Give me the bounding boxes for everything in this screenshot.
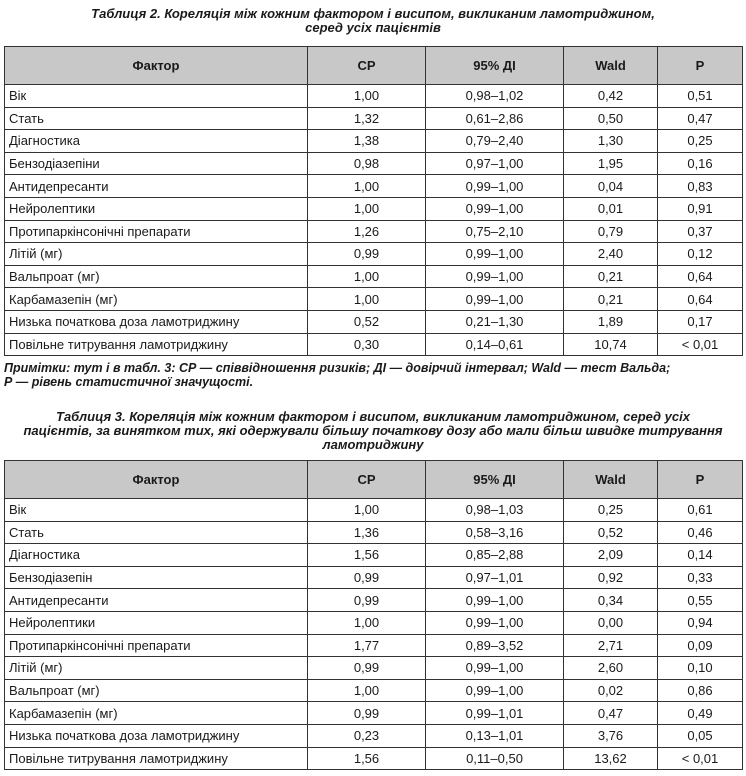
p-cell: 0,94 [658, 611, 743, 634]
factor-cell: Бензодіазепін [5, 566, 308, 589]
wald-cell: 0,04 [564, 175, 658, 198]
p-cell: 0,49 [658, 702, 743, 725]
header-rr: СР [308, 47, 426, 85]
wald-cell: 2,09 [564, 544, 658, 567]
p-cell: 0,64 [658, 265, 743, 288]
factor-cell: Діагностика [5, 544, 308, 567]
header-p: Р [658, 461, 743, 499]
table-row [5, 499, 743, 522]
ci-cell: 0,99–1,00 [426, 175, 564, 198]
ci-cell: 0,61–2,86 [426, 107, 564, 130]
table-2-caption: Таблиця 2. Кореляція між кожним фактором і висипом, викликаним ламотриджином, серед усіх пацієнтів [91, 6, 655, 35]
rr-cell: 1,00 [308, 197, 426, 220]
rr-cell: 1,00 [308, 499, 426, 522]
factor-cell: Нейролептики [5, 197, 308, 220]
header-p: Р [658, 47, 743, 85]
table-row [5, 152, 743, 175]
factor-cell: Вік [5, 85, 308, 108]
p-cell: 0,51 [658, 85, 743, 108]
table-row [5, 747, 743, 770]
factor-cell: Вальпроат (мг) [5, 265, 308, 288]
p-cell: 0,17 [658, 310, 743, 333]
factor-cell: Антидепресанти [5, 175, 308, 198]
rr-cell: 1,77 [308, 634, 426, 657]
factor-cell: Протипаркінсонічні препарати [5, 220, 308, 243]
factor-cell: Повільне титрування ламотриджину [5, 333, 308, 356]
ci-cell: 0,85–2,88 [426, 544, 564, 567]
wald-cell: 0,47 [564, 702, 658, 725]
wald-cell: 0,00 [564, 611, 658, 634]
wald-cell: 0,52 [564, 521, 658, 544]
factor-cell: Антидепресанти [5, 589, 308, 612]
wald-cell: 3,76 [564, 724, 658, 747]
rr-cell: 1,56 [308, 747, 426, 770]
p-cell: 0,16 [658, 152, 743, 175]
wald-cell: 0,25 [564, 499, 658, 522]
table-row [5, 220, 743, 243]
table-3-caption: Таблиця 3. Кореляція між кожним фактором і висипом, викликаним ламотриджином, серед усіх пацієнтів, за винятком тих, які одержували більшу початкову дозу або мали більш швидке титрування ламотриджину [23, 409, 723, 452]
wald-cell: 0,21 [564, 288, 658, 311]
ci-cell: 0,89–3,52 [426, 634, 564, 657]
wald-cell: 1,89 [564, 310, 658, 333]
rr-cell: 1,26 [308, 220, 426, 243]
p-cell: 0,64 [658, 288, 743, 311]
table-row [5, 679, 743, 702]
table-row [5, 288, 743, 311]
ci-cell: 0,99–1,01 [426, 702, 564, 725]
ci-cell: 0,99–1,00 [426, 589, 564, 612]
table-3 [4, 460, 743, 770]
factor-cell: Нейролептики [5, 611, 308, 634]
p-cell: < 0,01 [658, 747, 743, 770]
p-cell: 0,47 [658, 107, 743, 130]
table-row [5, 265, 743, 288]
p-cell: 0,14 [658, 544, 743, 567]
header-wald: Wald [564, 461, 658, 499]
p-cell: 0,37 [658, 220, 743, 243]
p-cell: 0,12 [658, 243, 743, 266]
header-factor: Фактор [5, 47, 308, 85]
ci-cell: 0,99–1,00 [426, 243, 564, 266]
table-row [5, 724, 743, 747]
wald-cell: 2,60 [564, 657, 658, 680]
table-row [5, 611, 743, 634]
ci-cell: 0,14–0,61 [426, 333, 564, 356]
table-row [5, 333, 743, 356]
ci-cell: 0,97–1,00 [426, 152, 564, 175]
factor-cell: Стать [5, 107, 308, 130]
ci-cell: 0,11–0,50 [426, 747, 564, 770]
ci-cell: 0,13–1,01 [426, 724, 564, 747]
rr-cell: 0,23 [308, 724, 426, 747]
factor-cell: Карбамазепін (мг) [5, 702, 308, 725]
p-cell: 0,33 [658, 566, 743, 589]
header-wald: Wald [564, 47, 658, 85]
wald-cell: 0,92 [564, 566, 658, 589]
ci-cell: 0,99–1,00 [426, 679, 564, 702]
p-cell: 0,05 [658, 724, 743, 747]
ci-cell: 0,21–1,30 [426, 310, 564, 333]
p-cell: 0,91 [658, 197, 743, 220]
p-cell: 0,86 [658, 679, 743, 702]
ci-cell: 0,99–1,00 [426, 611, 564, 634]
wald-cell: 1,95 [564, 152, 658, 175]
table-notes: Примітки: тут і в табл. 3: СР — співвідношення ризиків; ДІ — довірчий інтервал; Wald — тест Вальда; Р — рівень статистичної значущості. [4, 361, 671, 389]
wald-cell: 0,21 [564, 265, 658, 288]
rr-cell: 1,00 [308, 85, 426, 108]
rr-cell: 0,99 [308, 589, 426, 612]
header-ci: 95% ДІ [426, 461, 564, 499]
table-row [5, 175, 743, 198]
table-2 [4, 46, 743, 356]
rr-cell: 1,00 [308, 265, 426, 288]
header-ci: 95% ДІ [426, 47, 564, 85]
rr-cell: 0,30 [308, 333, 426, 356]
rr-cell: 0,98 [308, 152, 426, 175]
ci-cell: 0,99–1,00 [426, 657, 564, 680]
factor-cell: Низька початкова доза ламотриджину [5, 724, 308, 747]
factor-cell: Низька початкова доза ламотриджину [5, 310, 308, 333]
rr-cell: 1,36 [308, 521, 426, 544]
wald-cell: 10,74 [564, 333, 658, 356]
p-cell: < 0,01 [658, 333, 743, 356]
factor-cell: Вальпроат (мг) [5, 679, 308, 702]
table-header-row [5, 47, 743, 85]
table-row [5, 197, 743, 220]
p-cell: 0,61 [658, 499, 743, 522]
rr-cell: 1,00 [308, 175, 426, 198]
wald-cell: 2,40 [564, 243, 658, 266]
rr-cell: 1,00 [308, 611, 426, 634]
rr-cell: 1,56 [308, 544, 426, 567]
rr-cell: 1,32 [308, 107, 426, 130]
table-row [5, 702, 743, 725]
rr-cell: 0,99 [308, 657, 426, 680]
ci-cell: 0,99–1,00 [426, 265, 564, 288]
header-rr: СР [308, 461, 426, 499]
table-row [5, 521, 743, 544]
wald-cell: 13,62 [564, 747, 658, 770]
rr-cell: 0,99 [308, 243, 426, 266]
ci-cell: 0,99–1,00 [426, 197, 564, 220]
wald-cell: 0,79 [564, 220, 658, 243]
rr-cell: 1,00 [308, 679, 426, 702]
table-row [5, 310, 743, 333]
wald-cell: 2,71 [564, 634, 658, 657]
table-row [5, 243, 743, 266]
rr-cell: 1,38 [308, 130, 426, 153]
p-cell: 0,10 [658, 657, 743, 680]
factor-cell: Діагностика [5, 130, 308, 153]
table-row [5, 107, 743, 130]
p-cell: 0,09 [658, 634, 743, 657]
ci-cell: 0,58–3,16 [426, 521, 564, 544]
rr-cell: 0,52 [308, 310, 426, 333]
wald-cell: 0,50 [564, 107, 658, 130]
wald-cell: 0,34 [564, 589, 658, 612]
table-row [5, 657, 743, 680]
p-cell: 0,83 [658, 175, 743, 198]
table-row [5, 589, 743, 612]
table-row [5, 634, 743, 657]
p-cell: 0,25 [658, 130, 743, 153]
table-row [5, 566, 743, 589]
table-row [5, 85, 743, 108]
rr-cell: 0,99 [308, 702, 426, 725]
header-factor: Фактор [5, 461, 308, 499]
ci-cell: 0,98–1,03 [426, 499, 564, 522]
factor-cell: Протипаркінсонічні препарати [5, 634, 308, 657]
table-row [5, 130, 743, 153]
factor-cell: Карбамазепін (мг) [5, 288, 308, 311]
wald-cell: 0,02 [564, 679, 658, 702]
p-cell: 0,46 [658, 521, 743, 544]
factor-cell: Літій (мг) [5, 657, 308, 680]
rr-cell: 0,99 [308, 566, 426, 589]
factor-cell: Вік [5, 499, 308, 522]
wald-cell: 0,01 [564, 197, 658, 220]
wald-cell: 1,30 [564, 130, 658, 153]
ci-cell: 0,99–1,00 [426, 288, 564, 311]
rr-cell: 1,00 [308, 288, 426, 311]
factor-cell: Повільне титрування ламотриджину [5, 747, 308, 770]
factor-cell: Літій (мг) [5, 243, 308, 266]
ci-cell: 0,75–2,10 [426, 220, 564, 243]
factor-cell: Стать [5, 521, 308, 544]
table-header-row [5, 461, 743, 499]
p-cell: 0,55 [658, 589, 743, 612]
ci-cell: 0,98–1,02 [426, 85, 564, 108]
table-row [5, 544, 743, 567]
ci-cell: 0,97–1,01 [426, 566, 564, 589]
wald-cell: 0,42 [564, 85, 658, 108]
factor-cell: Бензодіазепіни [5, 152, 308, 175]
ci-cell: 0,79–2,40 [426, 130, 564, 153]
